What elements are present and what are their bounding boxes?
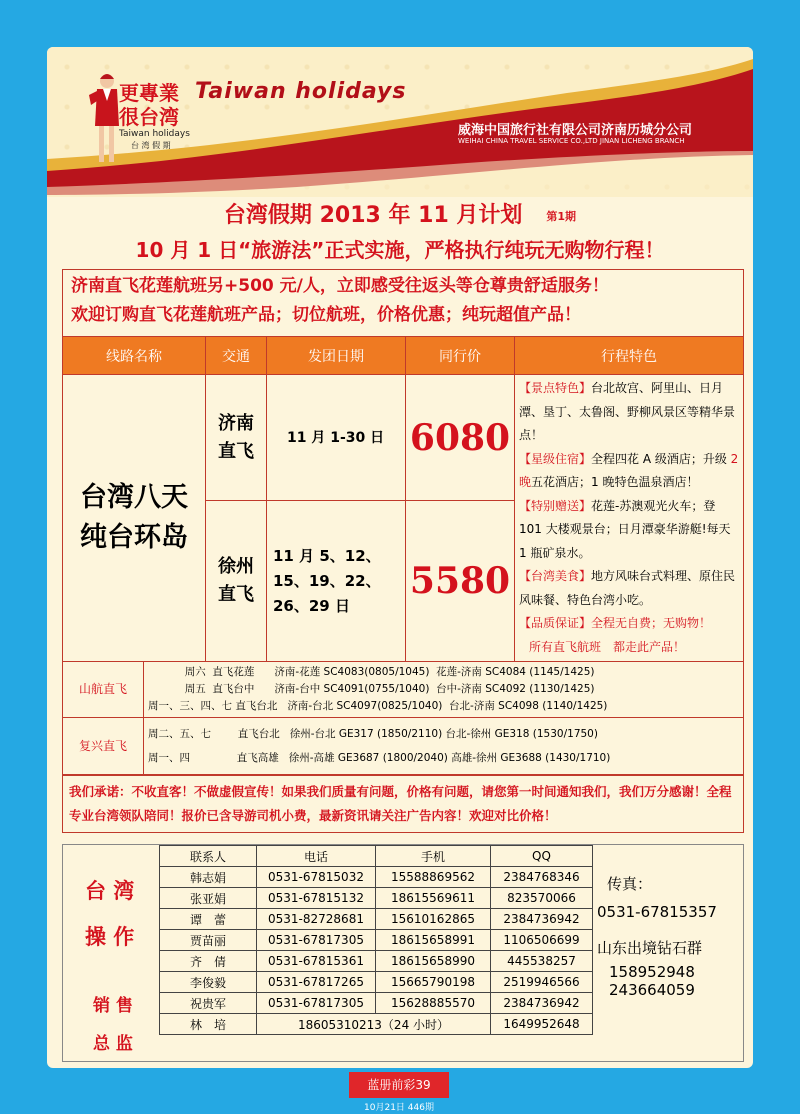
director-qq: 1649952648: [491, 1014, 593, 1035]
contact-box: [62, 844, 744, 1062]
col-phone: 电话: [257, 846, 376, 867]
route-name-line-2: 纯台环岛: [80, 522, 188, 553]
contact-qq: 445538257: [491, 951, 593, 972]
table-row: [160, 1014, 593, 1035]
shandong-label: 山航直飞: [63, 662, 144, 718]
logo-slogan-1: 更專業: [119, 81, 179, 105]
page-title: [47, 198, 753, 229]
contact-mobile: 15588869562: [376, 867, 491, 888]
contact-phone: 0531-67815132: [257, 888, 376, 909]
logo-cn: 台 湾 假 期: [131, 141, 171, 150]
feature-tag: 【星级住宿】: [519, 451, 592, 466]
page-subtitle: 10 月 1 日“旅游法”正式实施，严格执行纯玩无购物行程！: [135, 238, 665, 262]
fuxing-flights: [144, 718, 744, 775]
contact-mobile: 15628885570: [376, 993, 491, 1014]
price-jinan: 6080: [406, 375, 515, 501]
contact-phone: 0531-67817265: [257, 972, 376, 993]
table-row: [160, 909, 593, 930]
feature-quality: 【品质保证】全程无自费；无购物！: [519, 616, 712, 630]
issue-number: 第1期: [546, 210, 577, 223]
contact-mobile: 18615658991: [376, 930, 491, 951]
dates-text: 11 月 1-30 日: [287, 429, 385, 446]
table-row: [160, 930, 593, 951]
contact-name: 张亚娟: [160, 888, 257, 909]
shandong-flights: [144, 662, 744, 718]
table-row: [63, 662, 744, 718]
contact-phone: 0531-67817305: [257, 993, 376, 1014]
table-row: [160, 951, 593, 972]
col-traffic: 交通: [206, 337, 267, 375]
stewardess-icon: [89, 71, 123, 166]
contact-mobile: 18615658990: [376, 951, 491, 972]
route-table: [62, 336, 744, 662]
dates-xuzhou: 11 月 5、12、15、19、22、26、29 日: [267, 501, 406, 662]
price-xuzhou: 5580: [406, 501, 515, 662]
feature-tag: 【特别赠送】: [519, 498, 592, 513]
contact-mobile: 15665790198: [376, 972, 491, 993]
group-name: 山东出境钻石群: [597, 939, 703, 957]
contact-phone: 0531-82728681: [257, 909, 376, 930]
route-name: [63, 375, 206, 662]
table-row: [160, 867, 593, 888]
flight-line: 周二、五、七 直飞台北 徐州-台北 GE317 (1850/2110) 台北-徐州 GE318 (1530/1750): [148, 728, 598, 740]
promise-text: 我们承诺：不收直客！不做虚假宣传！如果我们质量有问题，价格有问题，请您第一时间通知我们，我们万分感谢！全程专业台湾领队陪同！报价已含导游司机小费，最新资讯请关注广告内容！欢迎对比价格！: [63, 775, 743, 832]
flight-line: 周六 直飞花莲 济南-花莲 SC4083(0805/1045) 花莲-济南 SC4084 (1145/1425): [148, 666, 595, 678]
contact-name: 祝贵军: [160, 993, 257, 1014]
col-features: 行程特色: [515, 337, 744, 375]
promo-banner: [63, 270, 743, 337]
table-row: [160, 972, 593, 993]
section-director: 总 监: [93, 1034, 133, 1054]
traffic-xuzhou: [206, 501, 267, 662]
logo-slogan-2: 很台湾: [119, 105, 179, 129]
route-name-line-1: 台湾八天: [80, 482, 188, 513]
feature-food: [519, 565, 739, 612]
contact-qq: 2519946566: [491, 972, 593, 993]
promo-line-1: 济南直飞花莲航班另+500 元/人，立即感受往返头等仓尊贵舒适服务！: [71, 276, 609, 296]
traffic-line: 徐州: [218, 556, 254, 578]
contact-name: 李俊毅: [160, 972, 257, 993]
col-route: 线路名称: [63, 337, 206, 375]
flight-line: 周五 直飞台中 济南-台中 SC4091(0755/1040) 台中-济南 SC4092 (1130/1425): [148, 683, 595, 695]
feature-gifts: [519, 495, 739, 566]
flight-line: 周一、四 直飞高雄 徐州-高雄 GE3687 (1800/2040) 高雄-徐州 GE3688 (1430/1710): [148, 752, 611, 764]
col-dates: 发团日期: [267, 337, 406, 375]
contact-qq: 2384768346: [491, 867, 593, 888]
feature-tag: 【台湾美食】: [519, 569, 592, 583]
traffic-line: 直飞: [218, 584, 254, 606]
contact-name: 贾苗丽: [160, 930, 257, 951]
contact-qq: 2384736942: [491, 909, 593, 930]
traffic-line: 济南: [218, 412, 254, 434]
table-row: [160, 888, 593, 909]
traffic-line: 直飞: [218, 440, 254, 462]
fuxing-label: 复兴直飞: [63, 718, 144, 775]
contact-phone: 0531-67815032: [257, 867, 376, 888]
table-row: [63, 375, 744, 501]
contact-name: 谭 蕾: [160, 909, 257, 930]
section-sales: 销 售: [93, 996, 133, 1016]
route-table-header: [63, 337, 744, 375]
contact-phone: 0531-67815361: [257, 951, 376, 972]
contact-mobile: 15610162865: [376, 909, 491, 930]
company-name-en: WEIHAI CHINA TRAVEL SERVICE CO.,LTD JINAN LICHENG BRANCH: [458, 137, 685, 145]
col-price: 同行价: [406, 337, 515, 375]
itinerary-box: [62, 269, 744, 833]
flight-line: 周一、三、四、七 直飞台北 济南-台北 SC4097(0825/1040) 台北-济南 SC4098 (1140/1425): [148, 700, 608, 712]
company-name: 威海中国旅行社有限公司济南历城分公司: [458, 123, 693, 138]
feature-text: 台北故宫、阿里山、日月潭、垦丁、太鲁阁、野柳风景区等精华景点！: [519, 381, 736, 442]
brand-title: Taiwan holidays: [195, 79, 407, 104]
contact-name: 韩志娟: [160, 867, 257, 888]
title-main: 台湾假期 2013 年 11 月计划: [223, 203, 523, 228]
table-row: [160, 993, 593, 1014]
dates-jinan: [267, 375, 406, 501]
table-row: [63, 718, 744, 775]
feature-text: 五花酒店；1 晚特色温泉酒店！: [531, 475, 699, 489]
col-qq: QQ: [491, 846, 593, 867]
contact-table: [159, 845, 593, 1035]
col-mobile: 手机: [376, 846, 491, 867]
contact-qq: 2384736942: [491, 993, 593, 1014]
fax-label: 传真：: [607, 875, 653, 893]
group-qq-2: 243664059: [609, 981, 695, 999]
contact-qq: 1106506699: [491, 930, 593, 951]
section-taiwan-2: 操 作: [85, 925, 135, 949]
flight-table: [62, 661, 744, 775]
section-taiwan-1: 台 湾: [85, 879, 135, 903]
promo-line-2: 欢迎订购直飞花莲航班产品；切位航班，价格优惠；纯玩超值产品！: [71, 305, 581, 325]
feature-highlight: 2 晚: [519, 451, 739, 489]
feature-text: 花莲-苏澳观光火车；登 101 大楼观景台；日月潭豪华游艇!每天 1 瓶矿泉水。: [519, 498, 731, 560]
feature-sights: [519, 377, 739, 448]
brochure-page: [47, 47, 753, 1068]
contact-name: 齐 倩: [160, 951, 257, 972]
traffic-jinan: [206, 375, 267, 501]
col-contact: 联系人: [160, 846, 257, 867]
contact-header: [160, 846, 593, 867]
page-label: 蓝册前彩39: [349, 1072, 449, 1098]
fax-number: 0531-67815357: [597, 903, 717, 921]
contact-mobile: 18615569611: [376, 888, 491, 909]
header-banner: [47, 47, 753, 197]
feature-text: 全程四花 A 级酒店；升级: [591, 451, 731, 466]
logo-en: Taiwan holidays: [119, 129, 190, 139]
contact-qq: 823570066: [491, 888, 593, 909]
director-phone: 18605310213（24 小时）: [257, 1014, 491, 1035]
director-name: 林 培: [160, 1014, 257, 1035]
feature-text: 地方风味台式料理、原住民风味餐、特色台湾小吃。: [519, 569, 736, 607]
feature-hotel: [519, 448, 739, 495]
group-qq-1: 158952948: [609, 963, 695, 981]
features-cell: [515, 375, 744, 662]
issue-label: 10月21日 446期: [364, 1103, 434, 1113]
contact-phone: 0531-67817305: [257, 930, 376, 951]
feature-tag: 【景点特色】: [519, 381, 592, 395]
feature-note: 所有直飞航班 都走此产品！: [529, 639, 686, 654]
